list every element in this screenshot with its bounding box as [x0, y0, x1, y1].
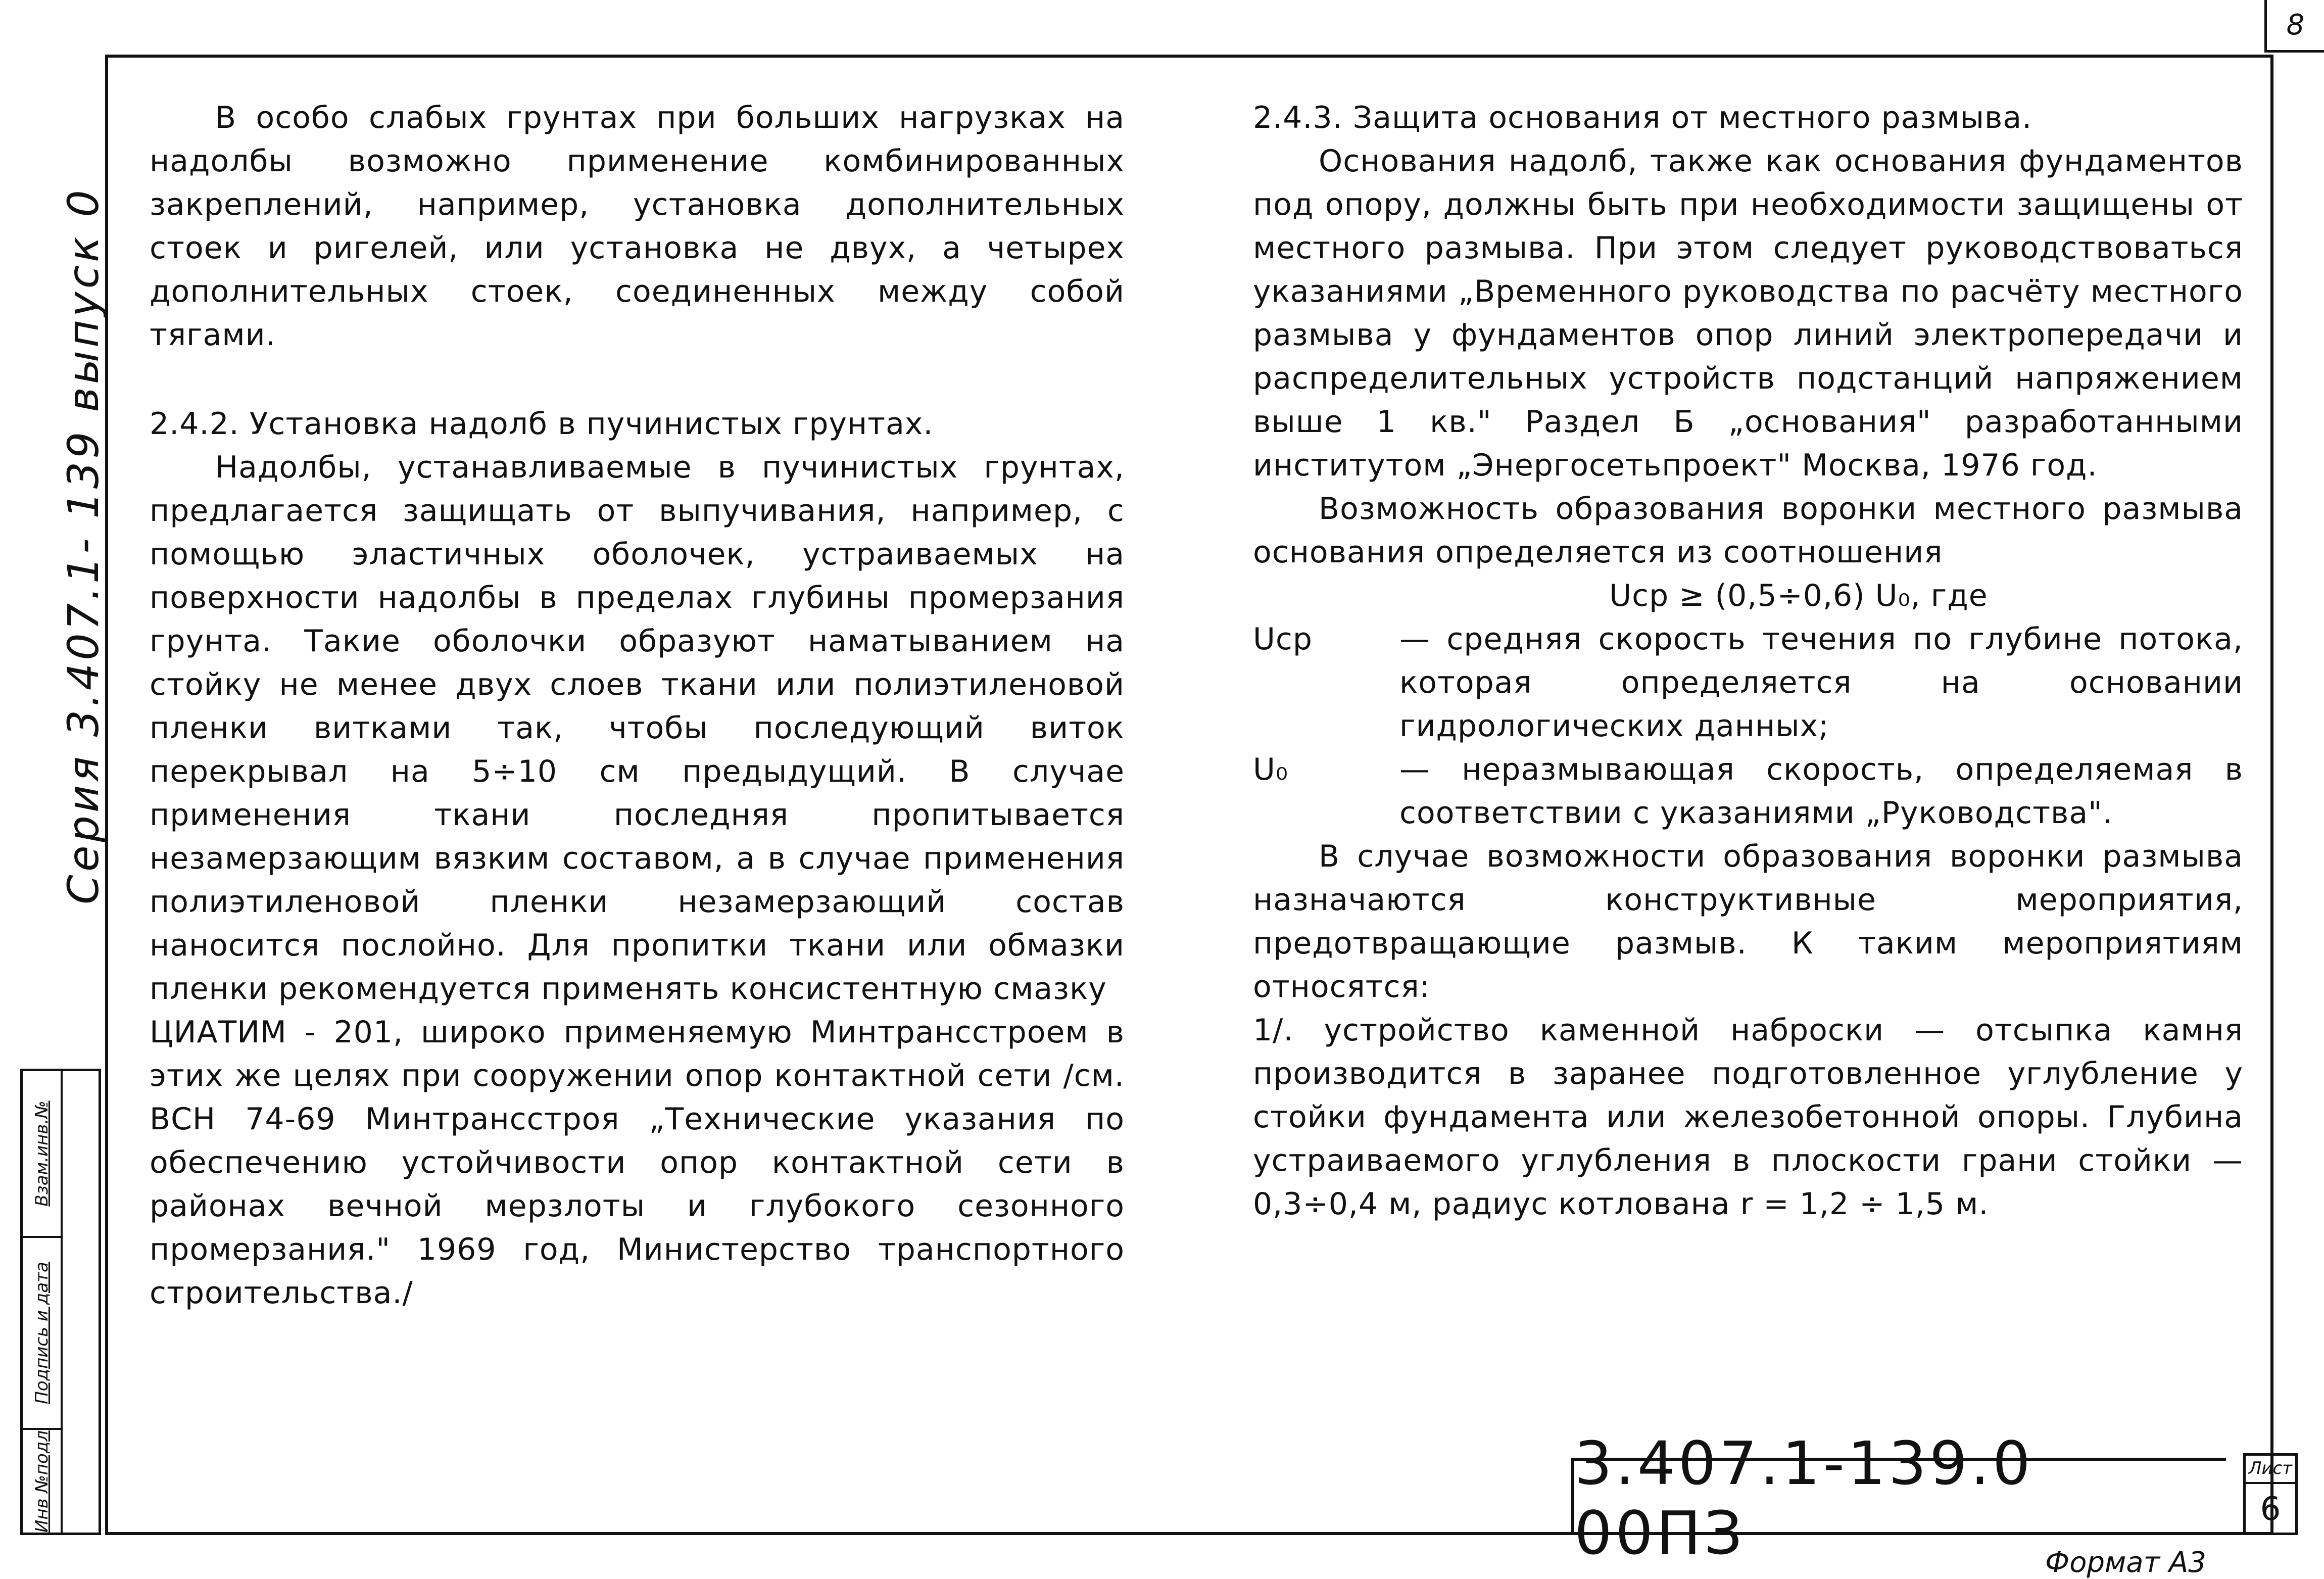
- corner-sheet-number: 8: [2264, 0, 2324, 53]
- stamp-replace-inv: Взам.инв.№: [23, 1071, 61, 1238]
- definition-text: — неразмывающая скорость, определяемая в соответствии с указаниями „Руководства".: [1399, 752, 2243, 831]
- stamp-divider: [61, 1071, 63, 1533]
- stamp-inv-no: Инв №подл: [31, 1430, 52, 1533]
- definition-symbol: Uср: [1253, 621, 1313, 657]
- definition-u0: [1253, 748, 2243, 835]
- left-paragraph-3: ЦИАТИМ - 201, широко применяемую Минтрансстроем в этих же целях при сооружении опор контактной сети /см. ВСН 74-69 Минтрансстроя „Технические указания по обеспечению устойчивости опор контактной сети в районах вечной мерзлоты и глубокого сезонного промерзания." 1969 год, Министерство транспортного строительства./: [150, 1015, 1125, 1311]
- series-label: Серия 3.407.1- 139 выпуск 0: [59, 187, 108, 904]
- left-text-column: [150, 96, 1125, 1315]
- right-text-column: [1253, 96, 2243, 1226]
- list-item-1: 1/. устройство каменной наброски — отсыпка камня производится в заранее подготовленное углубление у стойки фундамента или железобетонной опоры. Глубина устраиваемого углубления в плоскости грани стойки — 0,3÷0,4 м, радиус котлована r = 1,2 ÷ 1,5 м.: [1253, 1013, 2243, 1222]
- right-paragraph-1: Основания надолб, также как основания фундаментов под опору, должны быть при необходимости защищены от местного размыва. При этом следует руководствоваться указаниями „Временного руководства по расчёту местного размыва у фундаментов опор линий электропередачи и распределительных устройств подстанций напряжением выше 1 кв." Раздел Б „основания" разработанными институтом „Энергосетьпроект" Москва, 1976 год.: [1253, 143, 2243, 483]
- sheet-box: [2243, 1453, 2298, 1535]
- document-designation: 3.407.1-139.0 00ПЗ: [1574, 1428, 2034, 1568]
- top-border-strip: [0, 0, 2324, 55]
- heading-2-4-2: 2.4.2. Установка надолб в пучинистых грунтах.: [150, 406, 934, 442]
- definition-ucp: [1253, 617, 2243, 748]
- right-paragraph-2: Возможность образования воронки местного размыва основания определяется из соотношения: [1253, 491, 2243, 570]
- definition-symbol: U₀: [1253, 752, 1288, 787]
- paragraph-gap: [150, 357, 1125, 402]
- right-paragraph-3: В случае возможности образования воронки размыва назначаются конструктивные мероприятия, предотвращающие размыв. К таким мероприятиям относятся:: [1253, 839, 2243, 1004]
- left-paragraph-1: В особо слабых грунтах при больших нагрузках на надолбы возможно применение комбинированных закреплений, например, установка дополнительных стоек и ригелей, или установка не двух, а четырех дополнительных стоек, соединенных между собой тягами.: [150, 100, 1125, 353]
- sheet-number: 6: [2260, 1491, 2281, 1528]
- format-label: Формат А3: [2045, 1546, 2206, 1579]
- side-stamp: [20, 1069, 101, 1535]
- left-paragraph-2: Надолбы, устанавливаемые в пучинистых грунтах, предлагается защищать от выпучивания, например, с помощью эластичных оболочек, устраиваемых на поверхности надолбы в пределах глубины промерзания грунта. Такие оболочки образуют наматыванием на стойку не менее двух слоев ткани или полиэтиленовой пленки витками так, чтобы последующий виток перекрывал на 5÷10 см предыдущий. В случае применения ткани последняя пропитывается незамерзающим вязким составом, а в случае применения полиэтиленовой пленки незамерзающий состав наносится послойно. Для пропитки ткани или обмазки пленки рекомендуется применять консистентную смазку: [150, 450, 1125, 1007]
- sheet-label: Лист: [2246, 1456, 2295, 1484]
- formula: Uср ≥ (0,5÷0,6) U₀, где: [1609, 578, 1988, 613]
- stamp-signature-date: Подпись и дата: [23, 1238, 61, 1430]
- definition-text: — средняя скорость течения по глубине потока, которая определяется на основании гидрологических данных;: [1399, 621, 2243, 744]
- heading-2-4-3: 2.4.3. Защита основания от местного размыва.: [1253, 100, 2032, 135]
